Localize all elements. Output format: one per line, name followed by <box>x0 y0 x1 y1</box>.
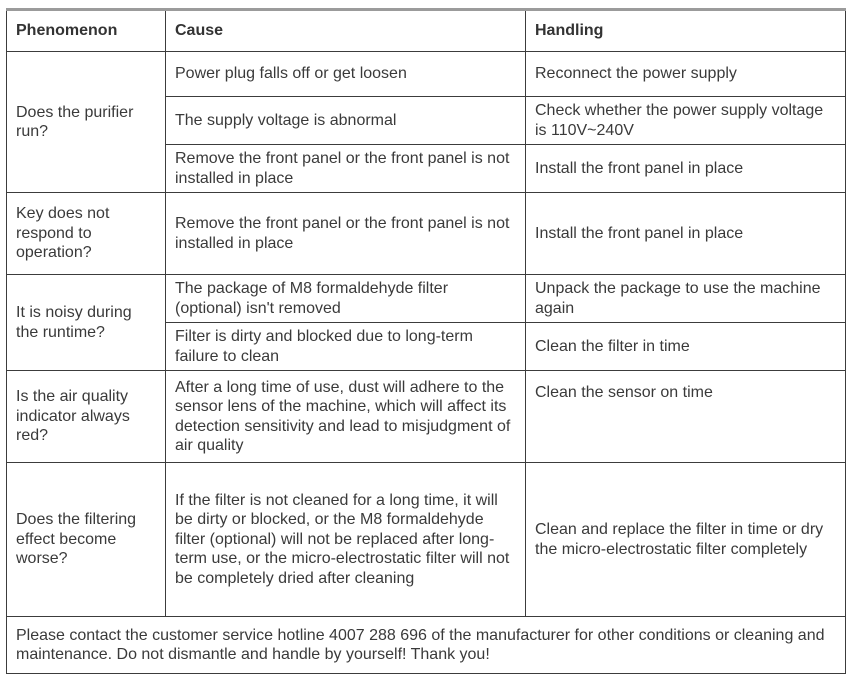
handling-cell: Unpack the package to use the machine again <box>526 275 846 323</box>
footer-note: Please contact the customer service hotline 4007 288 696 of the manufacturer for other conditions or cleaning and maintenance. Do not dismantle and handle by yourself! Thank you! <box>7 617 846 674</box>
col-header-phenomenon: Phenomenon <box>7 10 166 52</box>
cause-cell: Remove the front panel or the front panel is not installed in place <box>166 145 526 193</box>
handling-cell: Clean the sensor on time <box>526 371 846 463</box>
table-row <box>7 275 846 323</box>
cause-cell: After a long time of use, dust will adhere to the sensor lens of the machine, which will affect its detection sensitivity and lead to misjudgment of air quality <box>166 371 526 463</box>
phenomenon-cell-purifier-run: Does the purifier run? <box>7 52 166 193</box>
cause-cell: If the filter is not cleaned for a long time, it will be dirty or blocked, or the M8 formaldehyde filter (optional) will not be replaced after long-term use, or the micro-electrostatic filter will not be completely dried after cleaning <box>166 463 526 617</box>
phenomenon-cell-air-quality: Is the air quality indicator always red? <box>7 371 166 463</box>
phenomenon-cell-filtering-effect: Does the filtering effect become worse? <box>7 463 166 617</box>
cause-cell: Remove the front panel or the front panel is not installed in place <box>166 193 526 275</box>
handling-cell: Clean and replace the filter in time or dry the micro-electrostatic filter completely <box>526 463 846 617</box>
footer-row <box>7 617 846 674</box>
col-header-cause: Cause <box>166 10 526 52</box>
troubleshooting-table <box>6 8 846 674</box>
cause-cell: Filter is dirty and blocked due to long-term failure to clean <box>166 323 526 371</box>
handling-cell: Reconnect the power supply <box>526 52 846 97</box>
handling-cell: Install the front panel in place <box>526 193 846 275</box>
table-row <box>7 52 846 97</box>
manual-page <box>6 8 845 674</box>
table-row <box>7 193 846 275</box>
col-header-handling: Handling <box>526 10 846 52</box>
handling-cell: Check whether the power supply voltage is 110V~240V <box>526 97 846 145</box>
phenomenon-cell-noisy: It is noisy during the runtime? <box>7 275 166 371</box>
table-row <box>7 463 846 617</box>
handling-cell: Install the front panel in place <box>526 145 846 193</box>
phenomenon-cell-key-respond: Key does not respond to operation? <box>7 193 166 275</box>
header-row <box>7 10 846 52</box>
handling-cell: Clean the filter in time <box>526 323 846 371</box>
cause-cell: Power plug falls off or get loosen <box>166 52 526 97</box>
table-row <box>7 371 846 463</box>
cause-cell: The supply voltage is abnormal <box>166 97 526 145</box>
cause-cell: The package of M8 formaldehyde filter (optional) isn't removed <box>166 275 526 323</box>
